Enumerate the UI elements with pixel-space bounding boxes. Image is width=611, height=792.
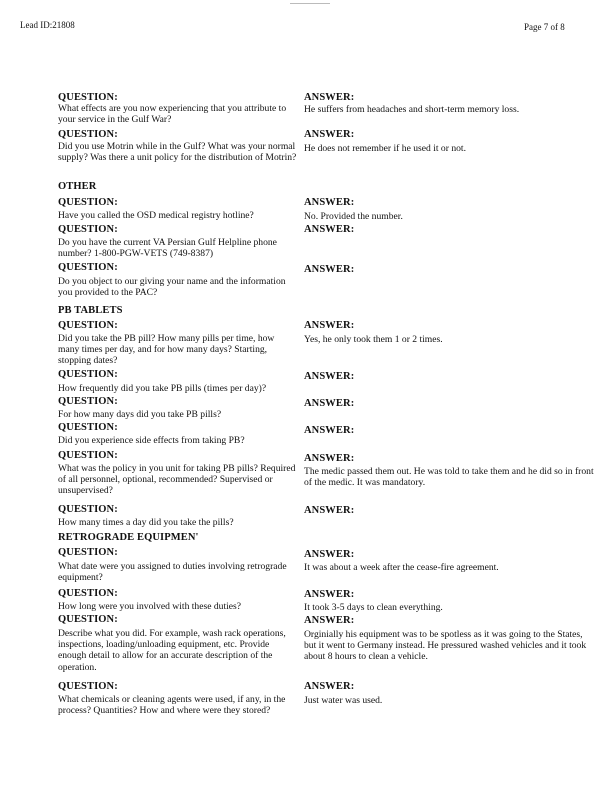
question-text: What date were you assigned to duties involving retrograde equipment? [58, 561, 287, 584]
question-label: QUESTION: [58, 197, 118, 208]
lead-id: Lead ID:21808 [20, 20, 75, 30]
question-text: Describe what you did. For example, wash rack operations, inspections, loading/unloading equipment, etc. Provide enough detail to allow for an accurate description of the operation. [58, 628, 286, 673]
section-heading-pb-tablets: PB TABLETS [58, 305, 123, 316]
question-text: What effects are you now experiencing that you attribute to your service in the Gulf War? [58, 103, 287, 126]
answer-label: ANSWER: [304, 129, 355, 140]
answer-label: ANSWER: [304, 398, 355, 409]
answer-label: ANSWER: [304, 320, 355, 331]
section-heading-retrograde: RETROGRADE EQUIPMEN' [58, 532, 199, 543]
question-label: QUESTION: [58, 681, 118, 692]
question-label: QUESTION: [58, 614, 118, 625]
answer-label: ANSWER: [304, 615, 355, 626]
answer-text: He suffers from headaches and short-term memory loss. [304, 104, 520, 115]
question-label: QUESTION: [58, 588, 118, 599]
question-label: QUESTION: [58, 547, 118, 558]
question-text: How frequently did you take PB pills (times per day)? [58, 383, 267, 394]
question-text: Do you have the current VA Persian Gulf Helpline phone number? 1-800-PGW-VETS (749-8387) [58, 237, 277, 260]
answer-text: It took 3-5 days to clean everything. [304, 602, 443, 613]
question-text: Have you called the OSD medical registry hotline? [58, 210, 254, 221]
answer-text: No. Provided the number. [304, 211, 403, 222]
question-text: What chemicals or cleaning agents were used, if any, in the process? Quantities? How and where were they stored? [58, 694, 286, 717]
answer-text: Yes, he only took them 1 or 2 times. [304, 334, 443, 345]
question-text: Do you object to our giving your name and the information you provided to the PAC? [58, 276, 286, 299]
answer-label: ANSWER: [304, 197, 355, 208]
question-text: What was the policy in you unit for taking PB pills? Required of all personnel, optional, recommended? Supervised or unsupervised? [58, 463, 296, 497]
question-label: QUESTION: [58, 129, 118, 140]
question-text: Did you take the PB pill? How many pills per time, how many times per day, and for how many days? Starting, stopping dates? [58, 333, 275, 367]
question-label: QUESTION: [58, 224, 118, 235]
question-text: How many times a day did you take the pills? [58, 517, 234, 528]
top-divider [290, 3, 330, 4]
answer-text: Orginially his equipment was to be spotless as it was going to the States, but it went to Germany instead. He pressured washed vehicles and it took about 8 hours to clean a vehicle. [304, 629, 587, 663]
answer-label: ANSWER: [304, 549, 355, 560]
answer-text: The medic passed them out. He was told to take them and he did so in front of the medic. It was mandatory. [304, 466, 594, 489]
answer-text: It was about a week after the cease-fire agreement. [304, 562, 499, 573]
question-label: QUESTION: [58, 320, 118, 331]
question-label: QUESTION: [58, 504, 118, 515]
question-text: For how many days did you take PB pills? [58, 409, 222, 420]
answer-label: ANSWER: [304, 425, 355, 436]
answer-label: ANSWER: [304, 453, 355, 464]
answer-label: ANSWER: [304, 224, 355, 235]
answer-text: He does not remember if he used it or not. [304, 143, 466, 154]
question-label: QUESTION: [58, 422, 118, 433]
answer-label: ANSWER: [304, 92, 355, 103]
question-text: Did you experience side effects from taking PB? [58, 435, 245, 446]
answer-label: ANSWER: [304, 264, 355, 275]
question-text: How long were you involved with these duties? [58, 601, 242, 612]
question-label: QUESTION: [58, 262, 118, 273]
question-text: Did you use Motrin while in the Gulf? What was your normal supply? Was there a unit policy for the distribution of Motrin? [58, 141, 297, 164]
answer-label: ANSWER: [304, 505, 355, 516]
question-label: QUESTION: [58, 396, 118, 407]
answer-label: ANSWER: [304, 371, 355, 382]
answer-label: ANSWER: [304, 589, 355, 600]
page-number: Page 7 of 8 [524, 22, 565, 32]
question-label: QUESTION: [58, 450, 118, 461]
question-label: QUESTION: [58, 369, 118, 380]
question-label: QUESTION: [58, 92, 118, 103]
answer-label: ANSWER: [304, 681, 355, 692]
answer-text: Just water was used. [304, 695, 383, 706]
section-heading-other: OTHER [58, 181, 97, 192]
